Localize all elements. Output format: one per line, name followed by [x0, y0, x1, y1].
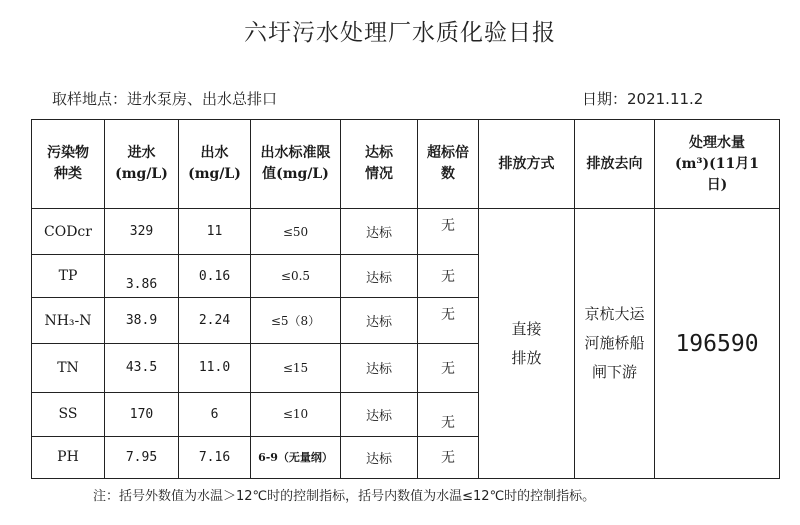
pollutant-name: PH	[32, 436, 105, 478]
influent-value: 38.9	[105, 298, 179, 343]
exceed-value: 无	[418, 343, 479, 392]
exceed-value: 无	[418, 392, 479, 436]
discharge-method: 直接排放	[479, 209, 575, 479]
influent-value: 170	[105, 392, 179, 436]
pollutant-name: NH₃-N	[32, 298, 105, 343]
footnote: 注：括号外数值为水温＞12℃时的控制指标，括号内数值为水温≤12℃时的控制指标。	[93, 489, 596, 504]
effluent-value: 2.24	[179, 298, 251, 343]
exceed-value: 无	[418, 436, 479, 478]
header-exceed: 超标倍数	[418, 120, 479, 209]
influent-value: 3.86	[105, 255, 179, 298]
header-volume: 处理水量(m³)(11月1日)	[655, 120, 780, 209]
header-row	[32, 120, 780, 209]
influent-value: 329	[105, 209, 179, 255]
exceed-value: 无	[418, 209, 479, 255]
pollutant-name: SS	[32, 392, 105, 436]
effluent-value: 11.0	[179, 343, 251, 392]
limit-value: ≤50	[251, 209, 341, 255]
limit-value: ≤0.5	[251, 255, 341, 298]
table-row	[32, 209, 780, 255]
pollutant-name: CODcr	[32, 209, 105, 255]
water-quality-table	[31, 119, 780, 479]
influent-value: 43.5	[105, 343, 179, 392]
pollutant-name: TN	[32, 343, 105, 392]
discharge-destination: 京杭大运河施桥船闸下游	[575, 209, 655, 479]
header-effluent: 出水(mg/L)	[179, 120, 251, 209]
report-date: 日期：2021.11.2	[582, 90, 704, 108]
header-limit: 出水标准限值(mg/L)	[251, 120, 341, 209]
exceed-value: 无	[418, 255, 479, 298]
influent-value: 7.95	[105, 436, 179, 478]
compliance-status: 达标	[341, 209, 418, 255]
limit-value: 6-9（无量纲）	[251, 436, 341, 478]
header-compliance: 达标情况	[341, 120, 418, 209]
pollutant-name: TP	[32, 255, 105, 298]
compliance-status: 达标	[341, 255, 418, 298]
treatment-volume: 196590	[655, 209, 780, 479]
effluent-value: 6	[179, 392, 251, 436]
header-discharge-dest: 排放去向	[575, 120, 655, 209]
compliance-status: 达标	[341, 343, 418, 392]
limit-value: ≤15	[251, 343, 341, 392]
effluent-value: 11	[179, 209, 251, 255]
header-influent: 进水(mg/L)	[105, 120, 179, 209]
compliance-status: 达标	[341, 436, 418, 478]
exceed-value: 无	[418, 298, 479, 343]
header-discharge-method: 排放方式	[479, 120, 575, 209]
report-title: 六圩污水处理厂水质化验日报	[244, 20, 556, 46]
compliance-status: 达标	[341, 392, 418, 436]
header-pollutant: 污染物种类	[32, 120, 105, 209]
effluent-value: 7.16	[179, 436, 251, 478]
limit-value: ≤10	[251, 392, 341, 436]
compliance-status: 达标	[341, 298, 418, 343]
limit-value: ≤5（8）	[251, 298, 341, 343]
effluent-value: 0.16	[179, 255, 251, 298]
sampling-location: 取样地点：进水泵房、出水总排口	[52, 90, 278, 108]
